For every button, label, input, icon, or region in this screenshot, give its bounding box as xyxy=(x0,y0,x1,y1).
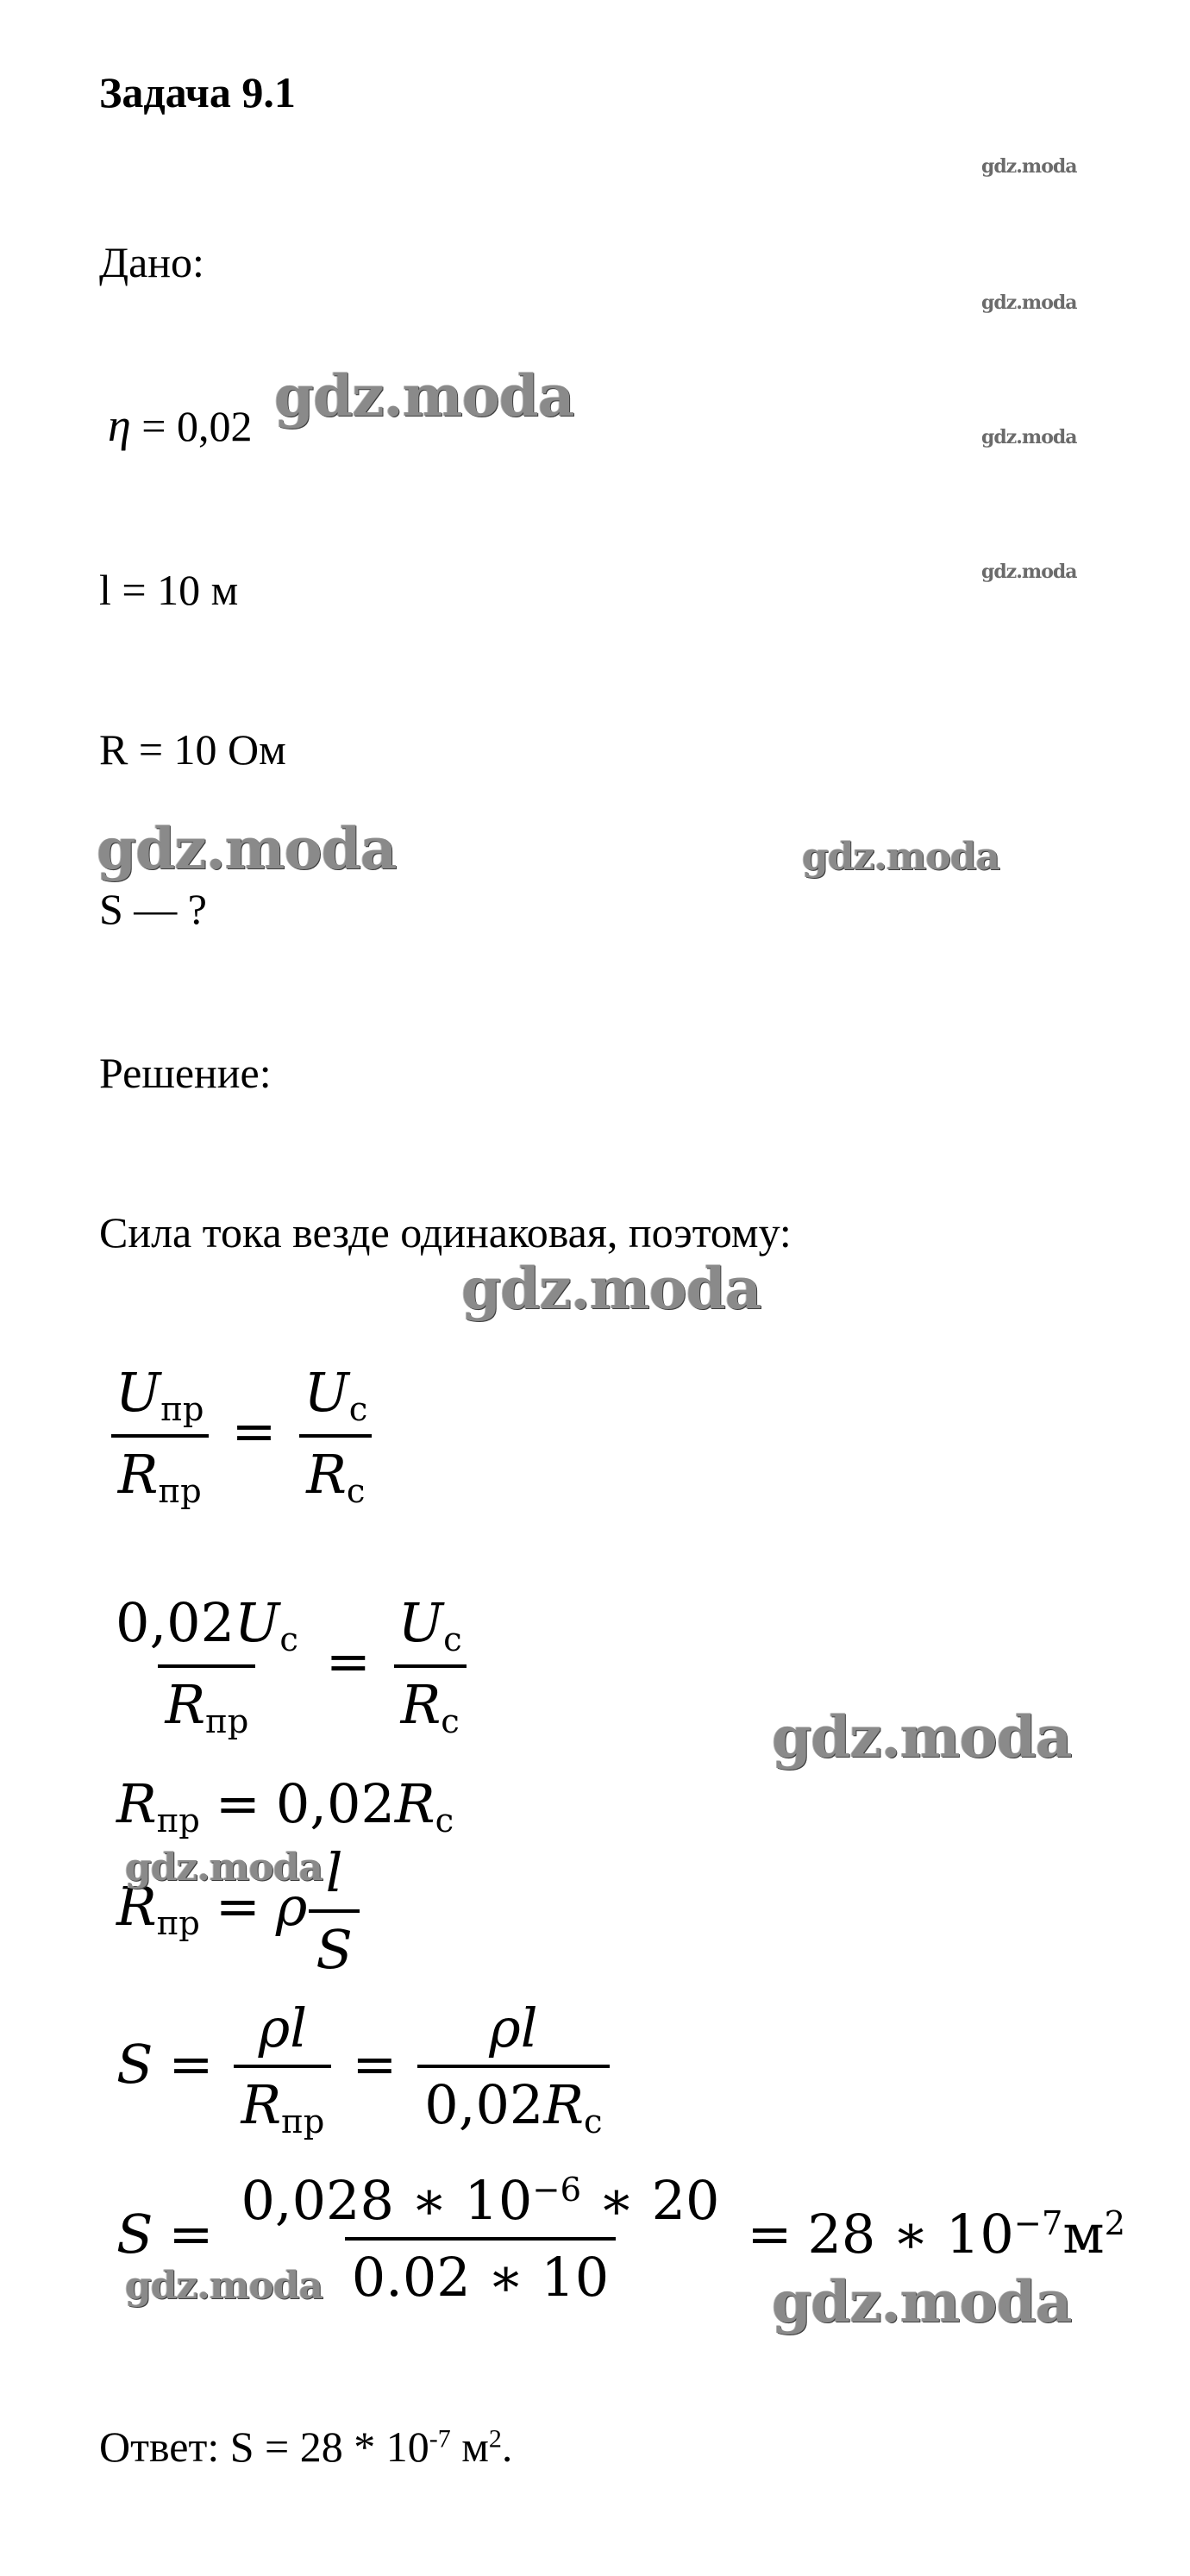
equation-1: $\frac{U_{пр}}{R_{пр}}$ = $\frac{U_с}{R_с}$ xyxy=(103,1361,379,1511)
watermark-small-1: gdz.moda xyxy=(981,155,1077,178)
watermark-1: gdz.moda xyxy=(274,362,574,429)
given-resistance: R = 10 Ом xyxy=(99,725,286,774)
equation-2: $\frac{0,02U_с}{R_{пр}}$ = $\frac{U_с}{R_с}$ xyxy=(103,1591,474,1741)
equation-3: $R_{пр} = 0,02R_с$ xyxy=(116,1772,454,1840)
watermark-5: gdz.moda xyxy=(772,1703,1072,1771)
eta-value: = 0,02 xyxy=(130,402,253,450)
eq6-fraction: $\frac{0,028 ∗ 10^{-6} ∗ 20}{0.02 ∗ 10}$ xyxy=(241,2169,720,2309)
given-find: S — ? xyxy=(99,885,207,933)
eq4-fraction: $\frac{l}{S}$ xyxy=(309,1841,359,1981)
eq2-right-fraction: $\frac{U_с}{R_с}$ xyxy=(391,1591,469,1741)
watermark-6: gdz.moda xyxy=(125,1846,323,1890)
given-label: Дано: xyxy=(99,238,204,286)
watermark-small-3: gdz.moda xyxy=(981,426,1077,448)
watermark-7: gdz.moda xyxy=(125,2264,323,2308)
answer-line: Ответ: $S = 28 * 10^{-7}$ $м^2$. xyxy=(99,2422,513,2471)
watermark-small-2: gdz.moda xyxy=(981,291,1077,314)
eq1-right-fraction: $\frac{U_с}{R_с}$ xyxy=(297,1361,374,1511)
solution-label: Решение: xyxy=(99,1049,272,1097)
equation-6: S = $\frac{0,028 ∗ 10^{-6} ∗ 20}{0.02 ∗ 10}$ = 28 ∗ $10^{-7}м^2$ xyxy=(116,2169,1126,2309)
eq2-left-fraction: $\frac{0,02U_с}{R_{пр}}$ xyxy=(116,1591,298,1741)
equation-5: S = $\frac{\rho l}{R_{пр}}$ = $\frac{\rho l}{0,02R_с}$ xyxy=(116,1996,615,2141)
eta-symbol: η xyxy=(108,399,131,451)
eq5-fraction-1: $\frac{\rho l}{R_{пр}}$ xyxy=(234,1996,331,2141)
watermark-small-4: gdz.moda xyxy=(981,561,1077,583)
eq5-fraction-2: $\frac{\rho l}{0,02R_с}$ xyxy=(417,1996,609,2141)
given-length: l = 10 м xyxy=(99,566,239,614)
equation-4: $R_{пр} = \rho$ $\frac{l}{S}$ xyxy=(116,1841,365,1981)
watermark-3: gdz.moda xyxy=(802,835,1000,879)
task-title: Задача 9.1 xyxy=(99,68,296,116)
given-eta xyxy=(108,398,253,452)
watermark-2: gdz.moda xyxy=(97,815,397,882)
watermark-4: gdz.moda xyxy=(461,1255,761,1322)
eq1-left-fraction: $\frac{U_{пр}}{R_{пр}}$ xyxy=(109,1361,210,1511)
watermark-8: gdz.moda xyxy=(772,2268,1072,2335)
solution-intro: Сила тока везде одинаковая, поэтому: xyxy=(99,1208,792,1257)
